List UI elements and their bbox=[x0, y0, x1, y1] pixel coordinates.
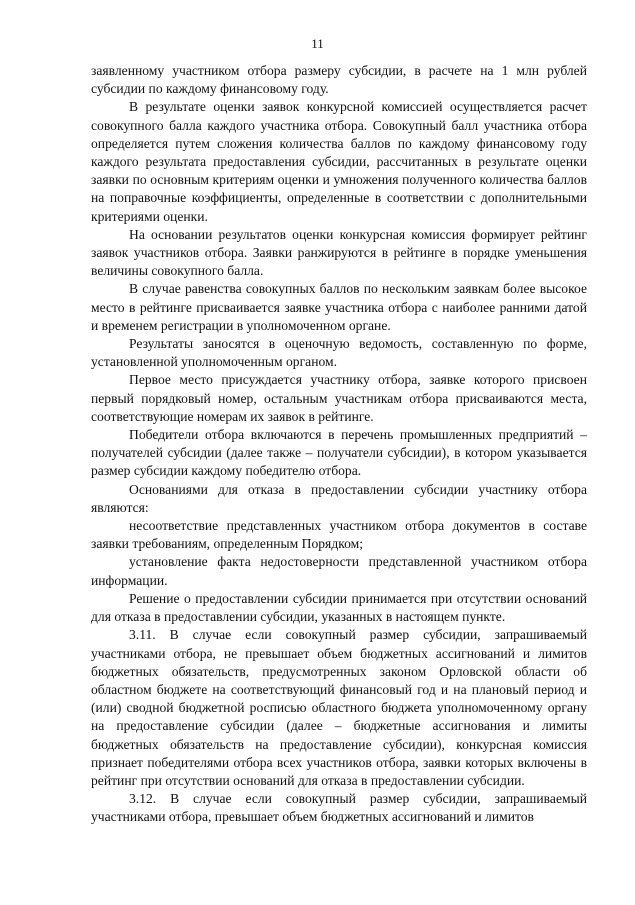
paragraph-continuation: заявленному участником отбора размеру субсидии, в расчете на 1 млн рублей субсидии по каждому финансовому году. bbox=[91, 63, 587, 97]
document-body bbox=[91, 62, 587, 827]
paragraph-winners-list: Победители отбора включаются в перечень промышленных предприятий – получателей субсидии (далее также – получатели субсидии), в котором указывается размер субсидии каждому победителю отбора. bbox=[91, 427, 587, 479]
paragraph-refusal-item-1: несоответствие представленных участником отбора документов в составе заявки требованиям, определенным Порядком; bbox=[91, 518, 587, 552]
paragraph-clause-3-12: 3.12. В случае если совокупный размер субсидии, запрашиваемый участниками отбора, превышает объем бюджетных ассигнований и лимитов bbox=[91, 791, 587, 825]
paragraph-rating: На основании результатов оценки конкурсная комиссия формирует рейтинг заявок участников отбора. Заявки ранжируются в рейтинге в порядке уменьшения величины совокупного балла. bbox=[91, 226, 587, 279]
paragraph-refusal-grounds: Основаниями для отказа в предоставлении субсидии участнику отбора являются: bbox=[91, 481, 587, 515]
paragraph-decision: Решение о предоставлении субсидии принимается при отсутствии оснований для отказа в предоставлении субсидии, указанных в настоящем пункте. bbox=[91, 590, 587, 625]
page-number: 11 bbox=[311, 36, 324, 51]
paragraph-clause-3-11: 3.11. В случае если совокупный размер субсидии, запрашиваемый участниками отбора, не превышает объем бюджетных ассигнований и лимитов бюджетных обязательств, предусмотренных законом Орловской области об областном бюджете на соответствующий финансовый год и на плановый период и (или) сводной бюджетной росписью областного бюджета уполномоченному органу на предоставление субсидии (далее – бюджетные ассигнования и лимиты бюджетных обязательств на предоставление субсидии), конкурсная комиссия признает победителями отбора всех участников отбора, заявки которых включены в рейтинг при отсутствии оснований для отказа в предоставлении субсидии. bbox=[91, 627, 587, 788]
paragraph-first-place: Первое место присуждается участнику отбора, заявке которого присвоен первый порядковый номер, остальным участникам отбора присваиваются места, соответствующие номерам их заявок в рейтинге. bbox=[91, 372, 587, 424]
paragraph-total-score: В результате оценки заявок конкурсной комиссией осуществляется расчет совокупного балла каждого участника отбора. Совокупный балл участника отбора определяется путем сложения количества баллов по каждому финансовому году каждого результата предоставления субсидии, рассчитанных в результате оценки заявки по основным критериям оценки и умножения полученного количества баллов на поправочные коэффициенты, определенные в соответствии с дополнительными критериями оценки. bbox=[91, 99, 587, 224]
paragraph-refusal-item-2: установление факта недостоверности представленной участником отбора информации. bbox=[91, 554, 587, 588]
paragraph-results-sheet: Результаты заносятся в оценочную ведомость, составленную по форме, установленной уполномоченным органом. bbox=[91, 336, 587, 370]
paragraph-tie-break: В случае равенства совокупных баллов по нескольким заявкам более высокое место в рейтинге присваивается заявке участника отбора с наиболее ранними датой и временем регистрации в уполномоченном органе. bbox=[91, 281, 587, 333]
